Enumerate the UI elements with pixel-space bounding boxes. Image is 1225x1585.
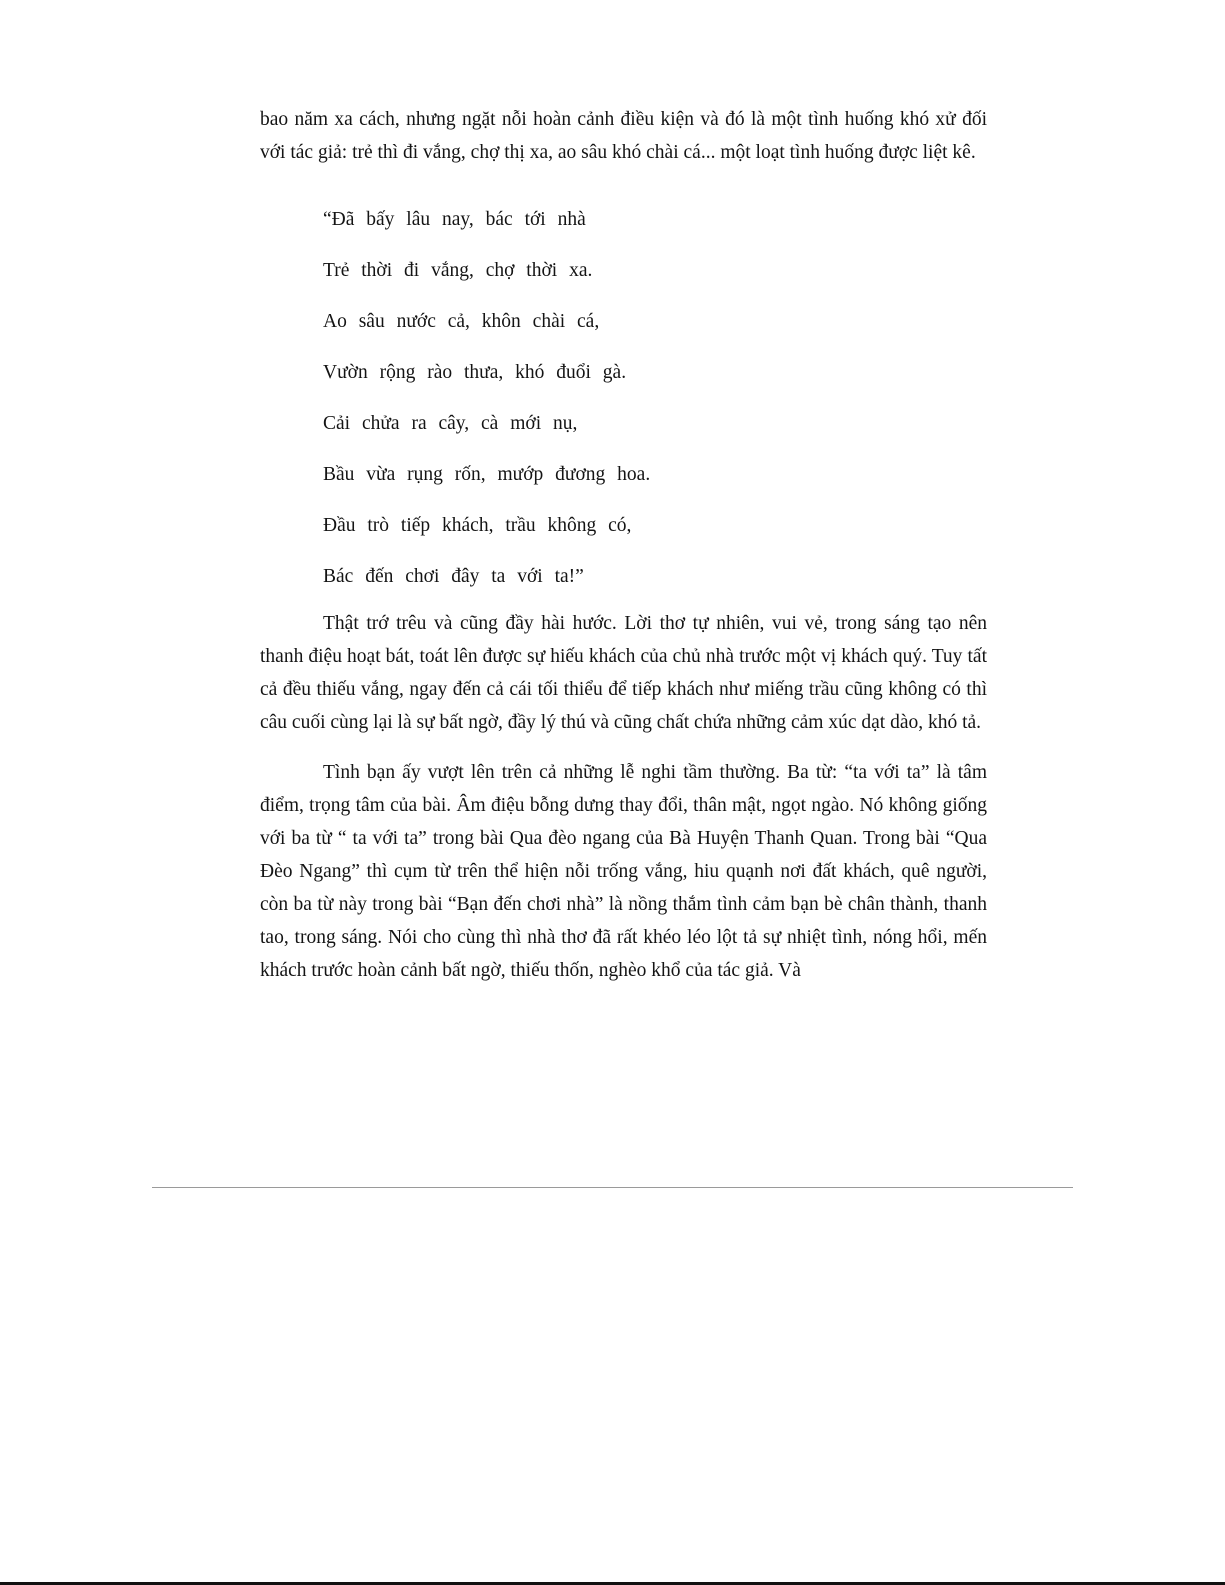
- poem-line: Cải chửa ra cây, cà mới nụ,: [323, 413, 578, 434]
- paragraph-analysis-2: Tình bạn ấy vượt lên trên cả những lễ nghi tầm thường. Ba từ: “ta với ta” là tâm điểm, trọng tâm của bài. Âm điệu bỗng dưng thay đổi, thân mật, ngọt ngào. Nó không giống với ba từ “ ta với ta” trong bài Qua đèo ngang của Bà Huyện Thanh Quan. Trong bài “Qua Đèo Ngang” thì cụm từ trên thể hiện nỗi trống vắng, hiu quạnh nơi đất khách, quê người, còn ba từ này trong bài “Bạn đến chơi nhà” là nồng thắm tình cảm bạn bè chân thành, thanh tao, trong sáng. Nói cho cùng thì nhà thơ đã rất khéo léo lột tả sự nhiệt tình, nóng hổi, mến khách trước hoàn cảnh bất ngờ, thiếu thốn, nghèo khổ của tác giả. Và: [260, 762, 987, 981]
- paragraph-intro: bao năm xa cách, nhưng ngặt nỗi hoàn cảnh điều kiện và đó là một tình huống khó xử đối với tác giả: trẻ thì đi vắng, chợ thị xa, ao sâu khó chài cá... một loạt tình huống được liệt kê.: [260, 109, 987, 163]
- poem-line: “Đã bấy lâu nay, bác tới nhà: [323, 209, 586, 230]
- document-body: [260, 103, 987, 1004]
- poem-line: Bác đến chơi đây ta với ta!”: [323, 566, 584, 587]
- poem-line: Trẻ thời đi vắng, chợ thời xa.: [323, 260, 593, 281]
- footer-divider: [152, 1187, 1073, 1188]
- poem-line: Đầu trò tiếp khách, trầu không có,: [323, 515, 632, 536]
- paragraph-analysis-1: Thật trớ trêu và cũng đầy hài hước. Lời thơ tự nhiên, vui vẻ, trong sáng tạo nên thanh điệu hoạt bát, toát lên được sự hiếu khách của chủ nhà trước một vị khách quý. Tuy tất cả đều thiếu vắng, ngay đến cả cái tối thiểu để tiếp khách như miếng trầu cũng không có thì câu cuối cùng lại là sự bất ngờ, đầy lý thú và cũng chất chứa những cảm xúc dạt dào, khó tả.: [260, 613, 987, 733]
- poem-line: Vườn rộng rào thưa, khó đuổi gà.: [323, 362, 627, 383]
- poem-block: [323, 186, 987, 593]
- poem-line: Bầu vừa rụng rốn, mướp đương hoa.: [323, 464, 651, 485]
- poem-line: Ao sâu nước cả, khôn chài cá,: [323, 311, 600, 332]
